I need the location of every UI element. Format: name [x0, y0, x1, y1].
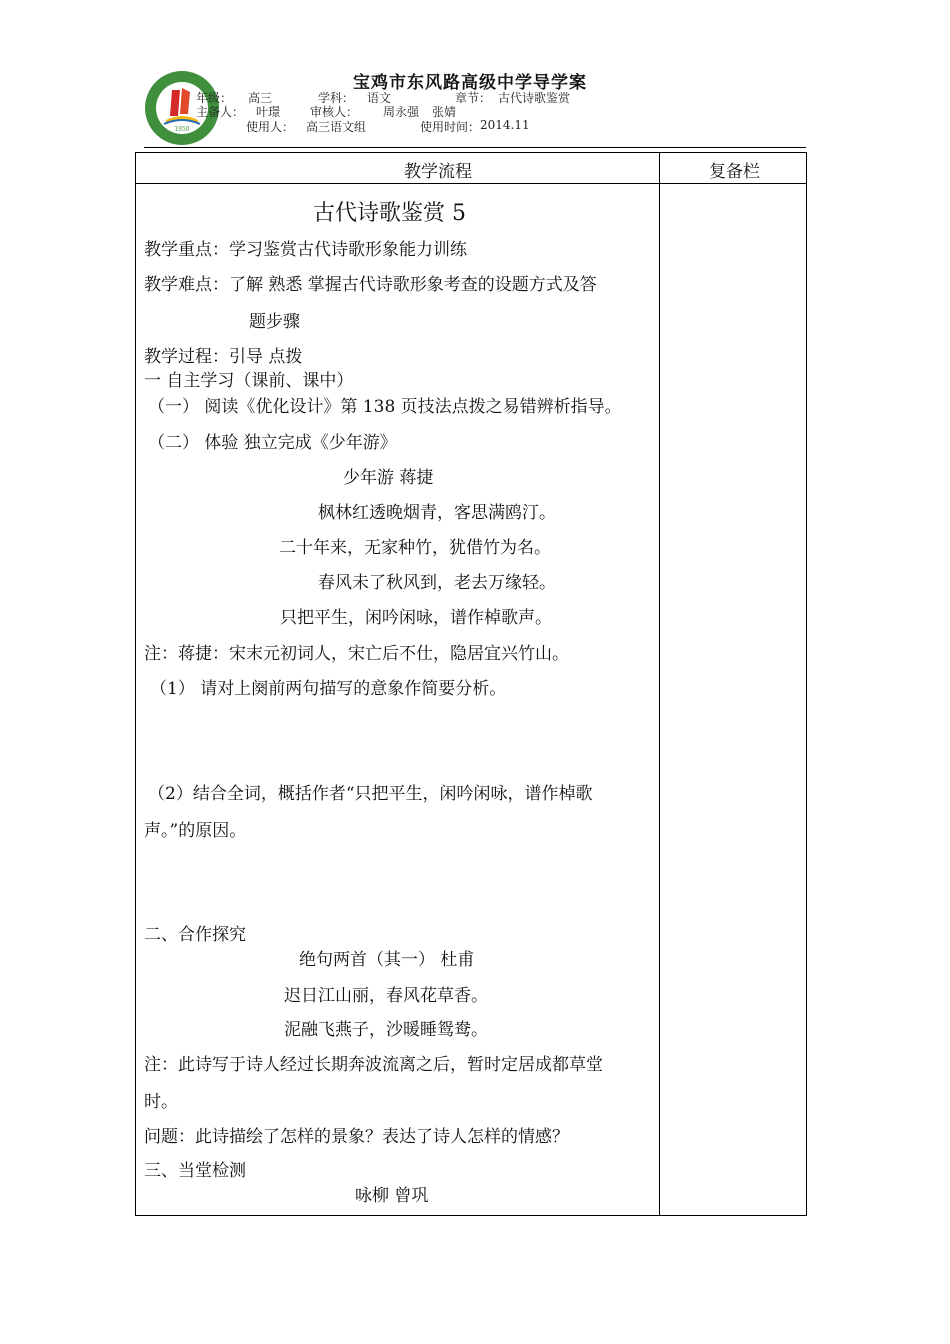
- users-label: 使用人：: [246, 120, 295, 134]
- section-self-study: 一 自主学习（课前、课中）: [144, 371, 354, 391]
- poem2-note-cont: 时。: [144, 1092, 178, 1112]
- poem1-title: 少年游 蒋捷: [343, 468, 434, 488]
- table-header-divider: [135, 183, 806, 184]
- logo-year: 1950: [174, 126, 190, 133]
- section-in-class-test: 三、当堂检测: [144, 1161, 246, 1181]
- poem1-line: 枫林红透晚烟青，客思满鸥汀。: [318, 503, 556, 523]
- item-reading: （一） 阅读《优化设计》第 138 页技法点拨之易错辨析指导。: [148, 397, 622, 417]
- poem2-line: 迟日江山丽，春风花草香。: [284, 986, 488, 1006]
- teaching-focus: 教学重点：学习鉴赏古代诗歌形象能力训练: [144, 240, 467, 260]
- subject-value: 语文: [367, 91, 392, 105]
- teaching-process: 教学过程：引导 点拨: [144, 347, 303, 367]
- time-label: 使用时间：: [420, 120, 481, 134]
- section-cooperative: 二、合作探究: [144, 925, 246, 945]
- poem1-note: 注：蒋捷：宋末元初词人，宋亡后不仕，隐居宜兴竹山。: [144, 644, 569, 664]
- reviewer-value-2: 张婧: [432, 105, 457, 119]
- reviewer-label: 审核人：: [310, 105, 359, 119]
- table-column-divider: [659, 152, 660, 1215]
- grade-label: 年级：: [196, 91, 233, 105]
- question-2: （2）结合全词，概括作者“只把平生，闲吟闲咏，谱作棹歌: [148, 784, 593, 804]
- item-experience: （二） 体验 独立完成《少年游》: [148, 433, 397, 453]
- poem2-note: 注：此诗写于诗人经过长期奔波流离之后，暂时定居成都草堂: [144, 1055, 603, 1075]
- chapter-value: 古代诗歌鉴赏: [498, 91, 571, 105]
- question-1: （1） 请对上阕前两句描写的意象作简要分析。: [150, 679, 507, 699]
- col-header-process: 教学流程: [404, 162, 472, 182]
- grade-value: 高三: [248, 91, 273, 105]
- preparer-value: 叶璟: [256, 105, 281, 119]
- poem2-question: 问题：此诗描绘了怎样的景象？表达了诗人怎样的情感？: [144, 1127, 569, 1147]
- poem1-line: 春风未了秋风到，老去万缘轻。: [318, 573, 556, 593]
- header-rule: [144, 147, 806, 148]
- poem1-line: 二十年来，无家种竹，犹借竹为名。: [279, 538, 551, 558]
- teaching-difficulty-cont: 题步骤: [249, 312, 300, 332]
- lesson-title: 古代诗歌鉴赏 5: [313, 201, 466, 226]
- preparer-label: 主备人：: [196, 105, 245, 119]
- poem2-line: 泥融飞燕子，沙暖睡鸳鸯。: [284, 1020, 488, 1040]
- subject-label: 学科：: [318, 91, 355, 105]
- question-2-cont: 声。”的原因。: [144, 821, 247, 841]
- school-title: 宝鸡市东风路高级中学导学案: [353, 73, 587, 93]
- time-value: 2014.11: [480, 118, 530, 132]
- users-value: 高三语文组: [306, 120, 367, 134]
- col-header-notes: 复备栏: [709, 162, 760, 182]
- chapter-label: 章节：: [455, 91, 492, 105]
- poem3-title: 咏柳 曾巩: [355, 1186, 429, 1206]
- poem2-title: 绝句两首（其一） 杜甫: [299, 950, 475, 970]
- poem1-line: 只把平生，闲吟闲咏，谱作棹歌声。: [280, 608, 552, 628]
- reviewer-value: 周永强: [383, 105, 420, 119]
- teaching-difficulty: 教学难点：了解 熟悉 掌握古代诗歌形象考查的设题方式及答: [144, 275, 597, 295]
